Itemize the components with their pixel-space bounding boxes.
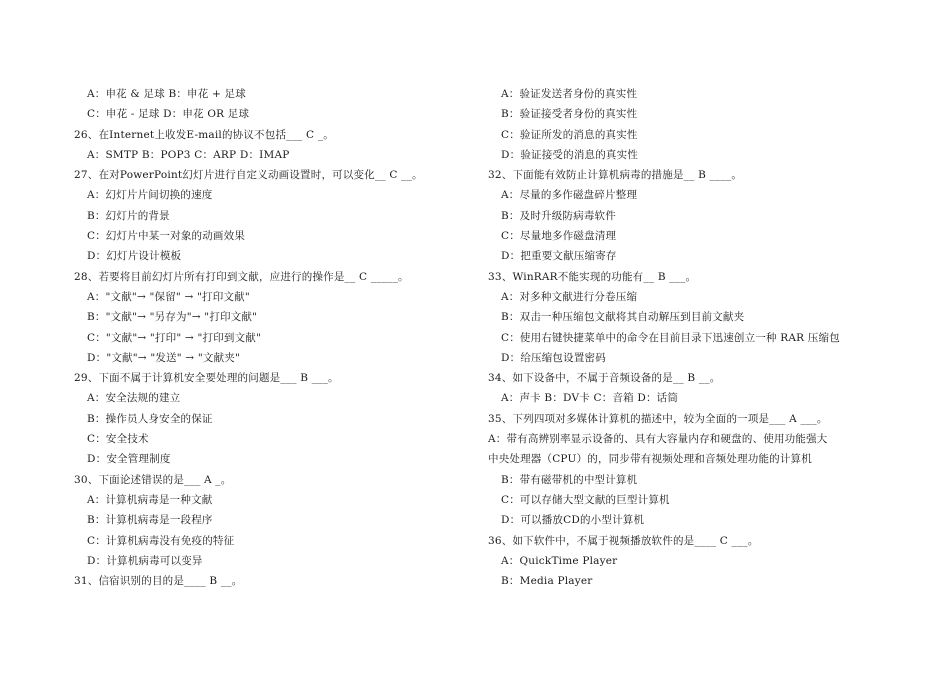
option-line: C：使用右键快捷菜单中的命令在目前目录下迅速创立一种 RAR 压缩包 [501,331,840,344]
option-line: C：幻灯片中某一对象的动画效果 [87,230,246,243]
option-line: D：把重要文献压缩寄存 [501,250,617,263]
option-line: A：幻灯片片间切换的速度 [87,189,213,202]
option-line: A：申花 & 足球 B：申花 + 足球 [87,88,246,100]
left-column [74,84,454,591]
question-line: 27、在对PowerPoint幻灯片进行自定义动画设置时，可以变化__ C __。 [74,169,423,182]
option-line: B：Media Player [501,575,593,588]
option-line: 中央处理器（CPU）的，同步带有视频处理和音频处理功能的计算机 [488,453,812,466]
option-line: A：SMTP B：POP3 C：ARP D：IMAP [87,148,290,161]
option-line: B：幻灯片的背景 [87,209,170,222]
question-line: 26、在Internet上收发E-mail的协议不包括___ C _。 [74,128,334,141]
option-line: C：尽量地多作磁盘清理 [501,230,617,243]
option-line: A：对多种文献进行分卷压缩 [501,290,638,303]
question-line: 28、若要将目前幻灯片所有打印到文献，应进行的操作是__ C _____。 [74,270,409,283]
option-line: A：安全法规的建立 [87,392,181,405]
option-line: A：验证发送者身份的真实性 [501,88,638,100]
option-line: A：尽量的多作磁盘碎片整理 [501,189,638,202]
question-line: 34、如下设备中，不属于音频设备的是__ B __。 [488,372,721,385]
question-line: 35、下列四项对多媒体计算机的描述中，较为全面的一项是___ A ___。 [488,412,828,425]
option-line: D："文献"→ "发送" → "文献夹" [87,351,241,364]
option-line: A：计算机病毒是一种文献 [87,493,213,506]
option-line: A："文献"→ "保留" → "打印文献" [87,290,250,303]
question-line: 29、下面不属于计算机安全要处理的问题是___ B ___。 [74,372,339,385]
option-line: C：计算机病毒没有免疫的特征 [87,534,235,547]
option-line: C：验证所发的消息的真实性 [501,128,638,141]
option-line: A：QuickTime Player [501,554,618,567]
option-line: D：给压缩包设置密码 [501,351,606,364]
option-line: C：安全技术 [87,433,149,446]
option-line: D：安全管理制度 [87,453,171,466]
option-line: B：计算机病毒是一段程序 [87,514,213,527]
option-line: B："文献"→ "另存为"→ "打印文献" [87,311,258,324]
option-line: C：可以存储大型文献的巨型计算机 [501,493,670,506]
option-line: D：幻灯片设计模板 [87,250,182,263]
option-line: B：带有磁带机的中型计算机 [501,473,638,486]
option-line: B：操作员人身安全的保证 [87,412,213,425]
option-line: A：声卡 B：DV卡 C：音箱 D：话筒 [501,392,679,405]
option-line: C："文献"→ "打印" → "打印到文献" [87,331,262,344]
option-line: D：计算机病毒可以变异 [87,554,203,567]
option-line: D：验证接受的消息的真实性 [501,148,639,161]
question-line: 30、下面论述错误的是___ A _。 [74,473,232,486]
option-line: B：双击一种压缩包文献将其自动解压到目前文献夹 [501,311,745,324]
option-line: B：验证接受者身份的真实性 [501,108,638,121]
question-line: 32、下面能有效防止计算机病毒的措施是__ B ____。 [488,169,743,182]
right-column [488,84,868,591]
option-line: B：及时升级防病毒软件 [501,209,616,222]
question-line: 36、如下软件中，不属于视频播放软件的是____ C ___。 [488,534,759,547]
option-line: C：申花 - 足球 D：申花 OR 足球 [87,108,250,121]
question-line: 31、信宿识别的目的是____ B __。 [74,575,243,588]
option-line: D：可以播放CD的小型计算机 [501,514,645,527]
option-line: A：带有高辨别率显示设备的、具有大容量内存和硬盘的、使用功能强大 [488,433,828,446]
question-line: 33、WinRAR不能实现的功能有__ B ___。 [488,270,697,283]
